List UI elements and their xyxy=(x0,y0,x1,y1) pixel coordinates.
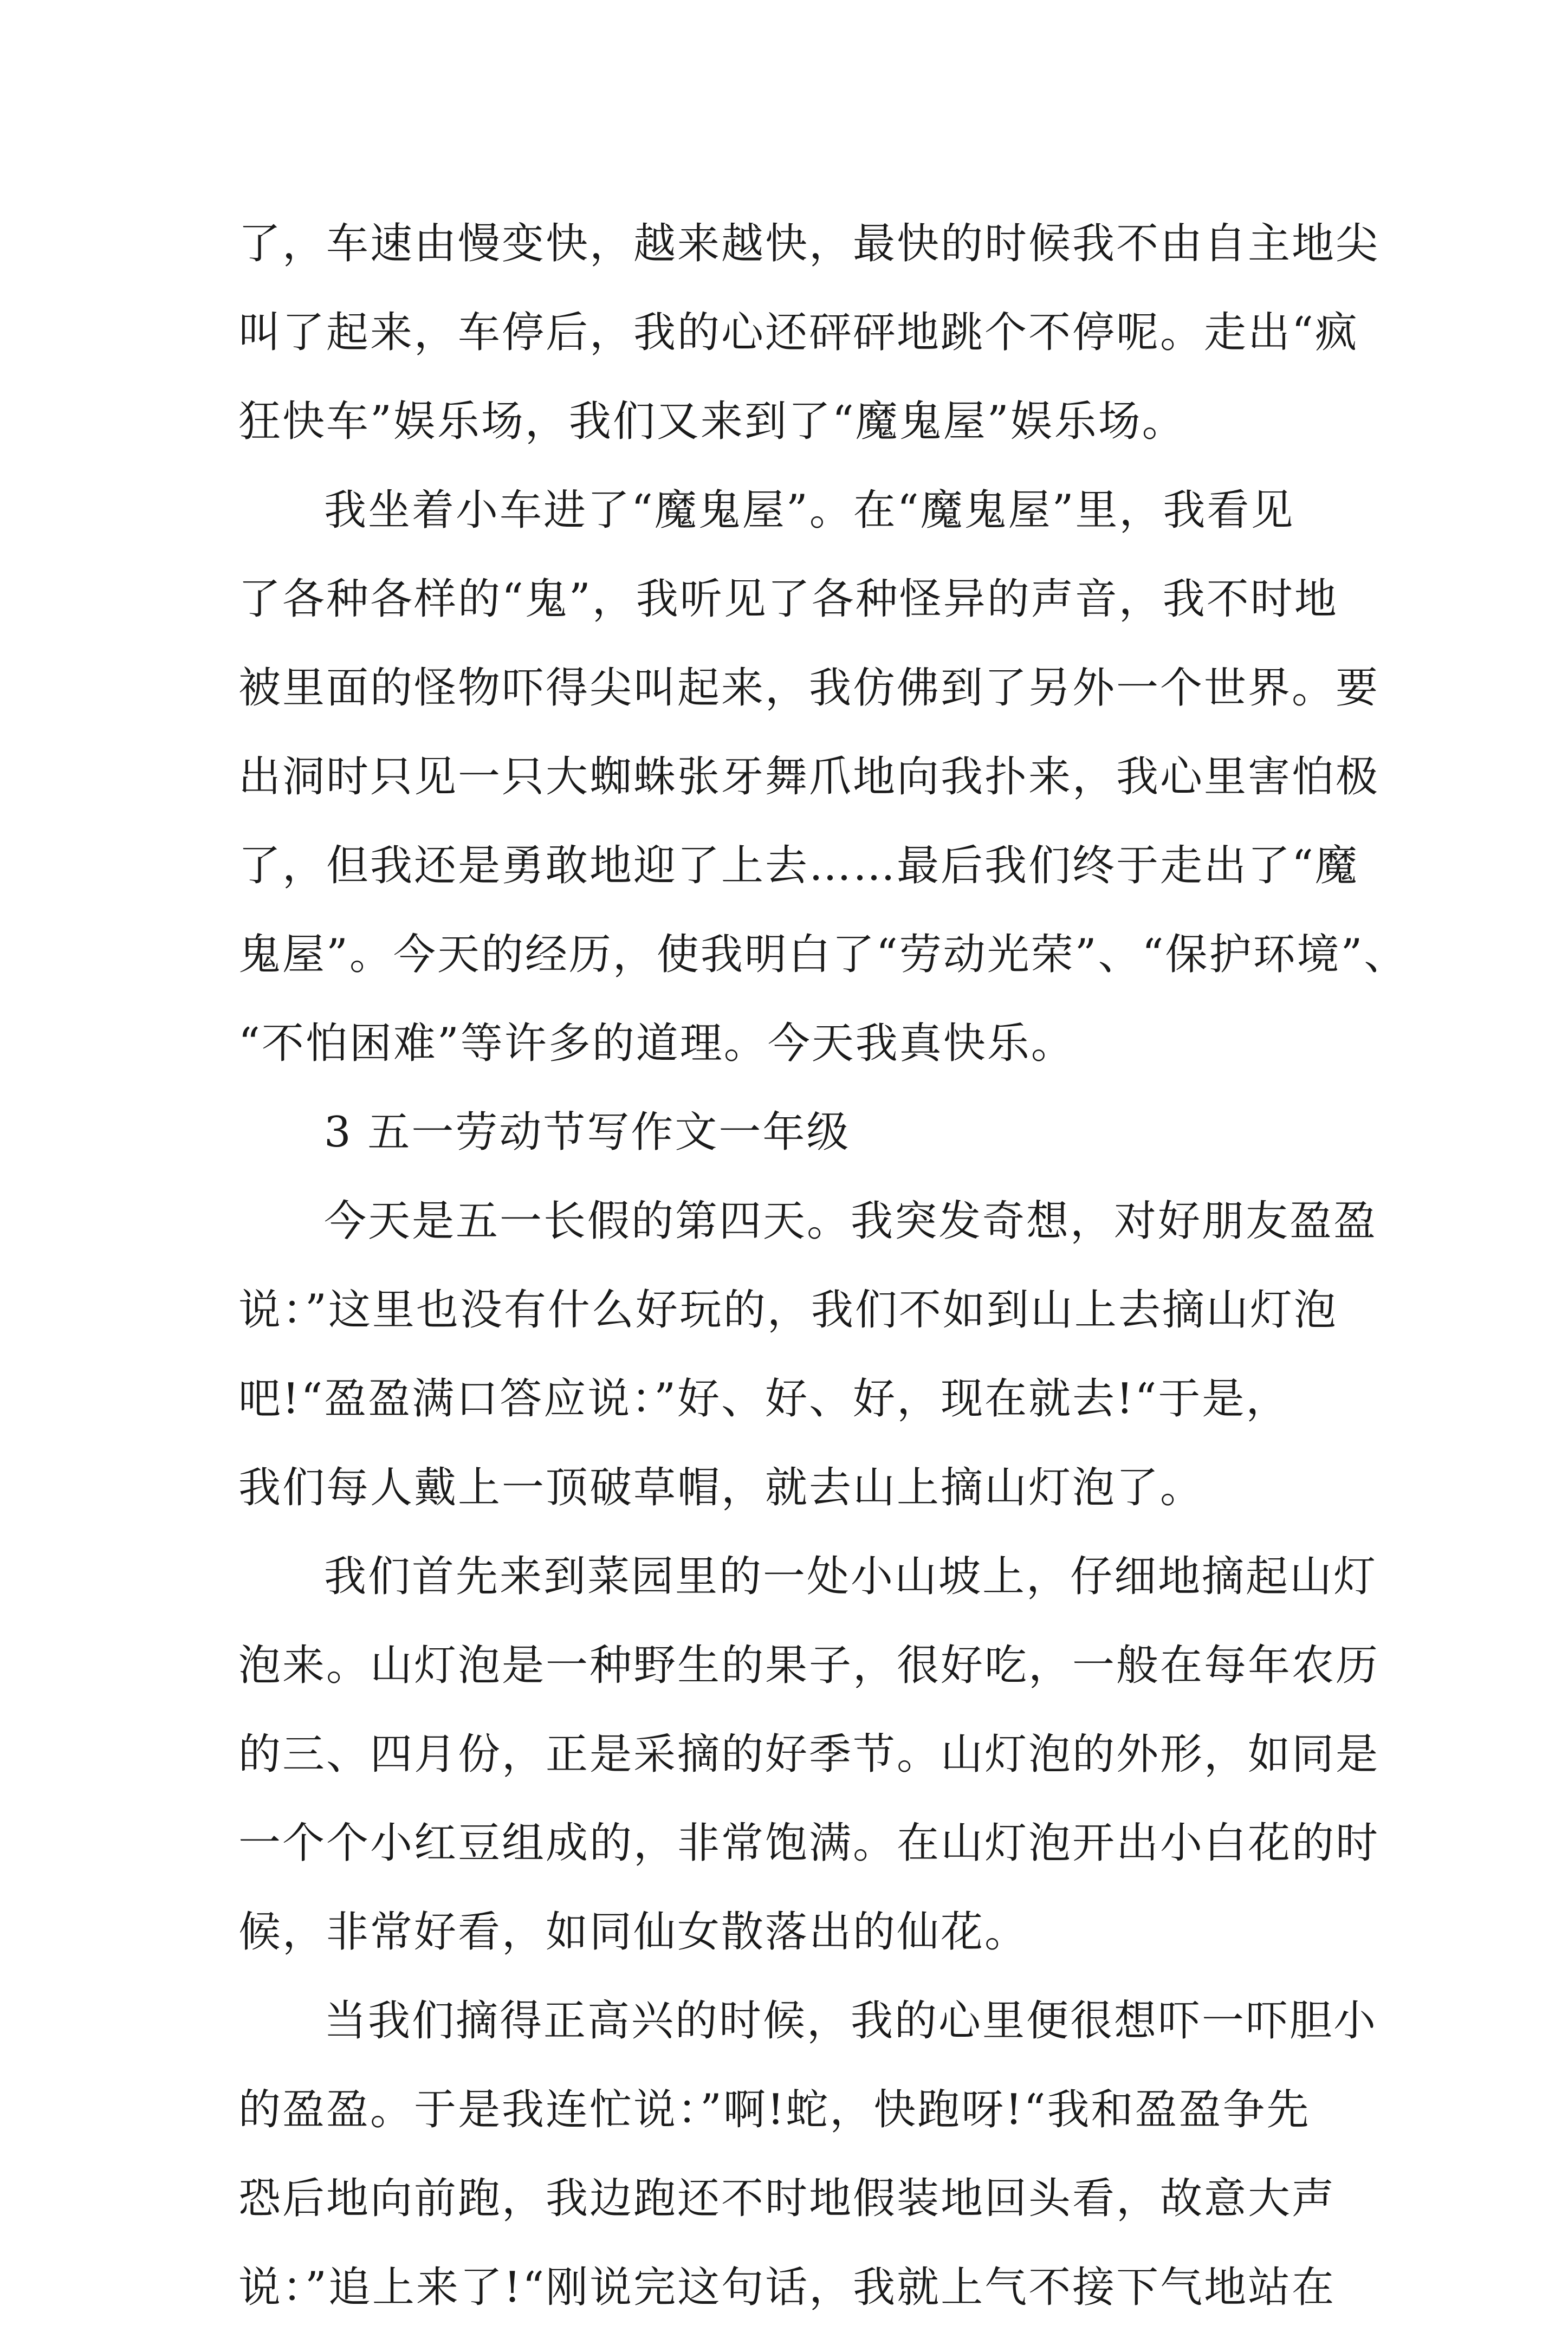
text-line: 的三、四月份，正是采摘的好季节。山灯泡的外形，如同是 xyxy=(238,1730,1380,1779)
text-line: 我们每人戴上一顶破草帽，就去山上摘山灯泡了。 xyxy=(238,1463,1204,1512)
text-line: 叫了起来，车停后，我的心还砰砰地跳个不停呢。走出“疯 xyxy=(238,308,1359,357)
text-line: “不怕困难”等许多的道理。今天我真快乐。 xyxy=(238,1019,1075,1068)
text-line: 鬼屋”。今天的经历，使我明白了“劳动光荣”、“保护环境”、 xyxy=(238,930,1408,979)
text-line: 恐后地向前跑，我边跑还不时地假装地回头看，故意大声 xyxy=(238,2174,1336,2223)
text-line: 泡来。山灯泡是一种野生的果子，很好吃，一般在每年农历 xyxy=(238,1641,1380,1690)
text-line: 了，车速由慢变快，越来越快，最快的时候我不由自主地尖 xyxy=(238,219,1380,268)
text-line: 吧!“盈盈满口答应说：”好、好、好，现在就去!“于是， xyxy=(238,1375,1290,1423)
text-line: 说：”这里也没有什么好玩的，我们不如到山上去摘山灯泡 xyxy=(238,1286,1338,1335)
text-line: 我坐着小车进了“魔鬼屋”。在“魔鬼屋”里，我看见 xyxy=(324,486,1295,535)
text-line: 的盈盈。于是我连忙说：”啊!蛇，快跑呀!“我和盈盈争先 xyxy=(238,2085,1311,2134)
text-line: 今天是五一长假的第四天。我突发奇想，对好朋友盈盈 xyxy=(324,1197,1378,1246)
text-line: 说：”追上来了!“刚说完这句话，我就上气不接下气地站在 xyxy=(238,2263,1336,2312)
text-line: 当我们摘得正高兴的时候，我的心里便很想吓一吓胆小 xyxy=(324,1997,1378,2045)
text-line: 我们首先来到菜园里的一处小山坡上，仔细地摘起山灯 xyxy=(324,1552,1378,1601)
body-text xyxy=(238,199,1408,2332)
text-line: 候，非常好看，如同仙女散落出的仙花。 xyxy=(238,1908,1029,1957)
text-line: 3 五一劳动节写作文一年级 xyxy=(324,1108,851,1157)
text-line: 出洞时只见一只大蜘蛛张牙舞爪地向我扑来，我心里害怕极 xyxy=(238,753,1380,801)
text-line: 了各种各样的“鬼”，我听见了各种怪异的声音，我不时地 xyxy=(238,575,1338,624)
text-line: 了，但我还是勇敢地迎了上去……最后我们终于走出了“魔 xyxy=(238,841,1359,890)
text-line: 狂快车”娱乐场，我们又来到了“魔鬼屋”娱乐场。 xyxy=(238,397,1186,446)
text-line: 一个个小红豆组成的，非常饱满。在山灯泡开出小白花的时 xyxy=(238,1819,1380,1868)
text-line: 被里面的怪物吓得尖叫起来，我仿佛到了另外一个世界。要 xyxy=(238,664,1380,712)
